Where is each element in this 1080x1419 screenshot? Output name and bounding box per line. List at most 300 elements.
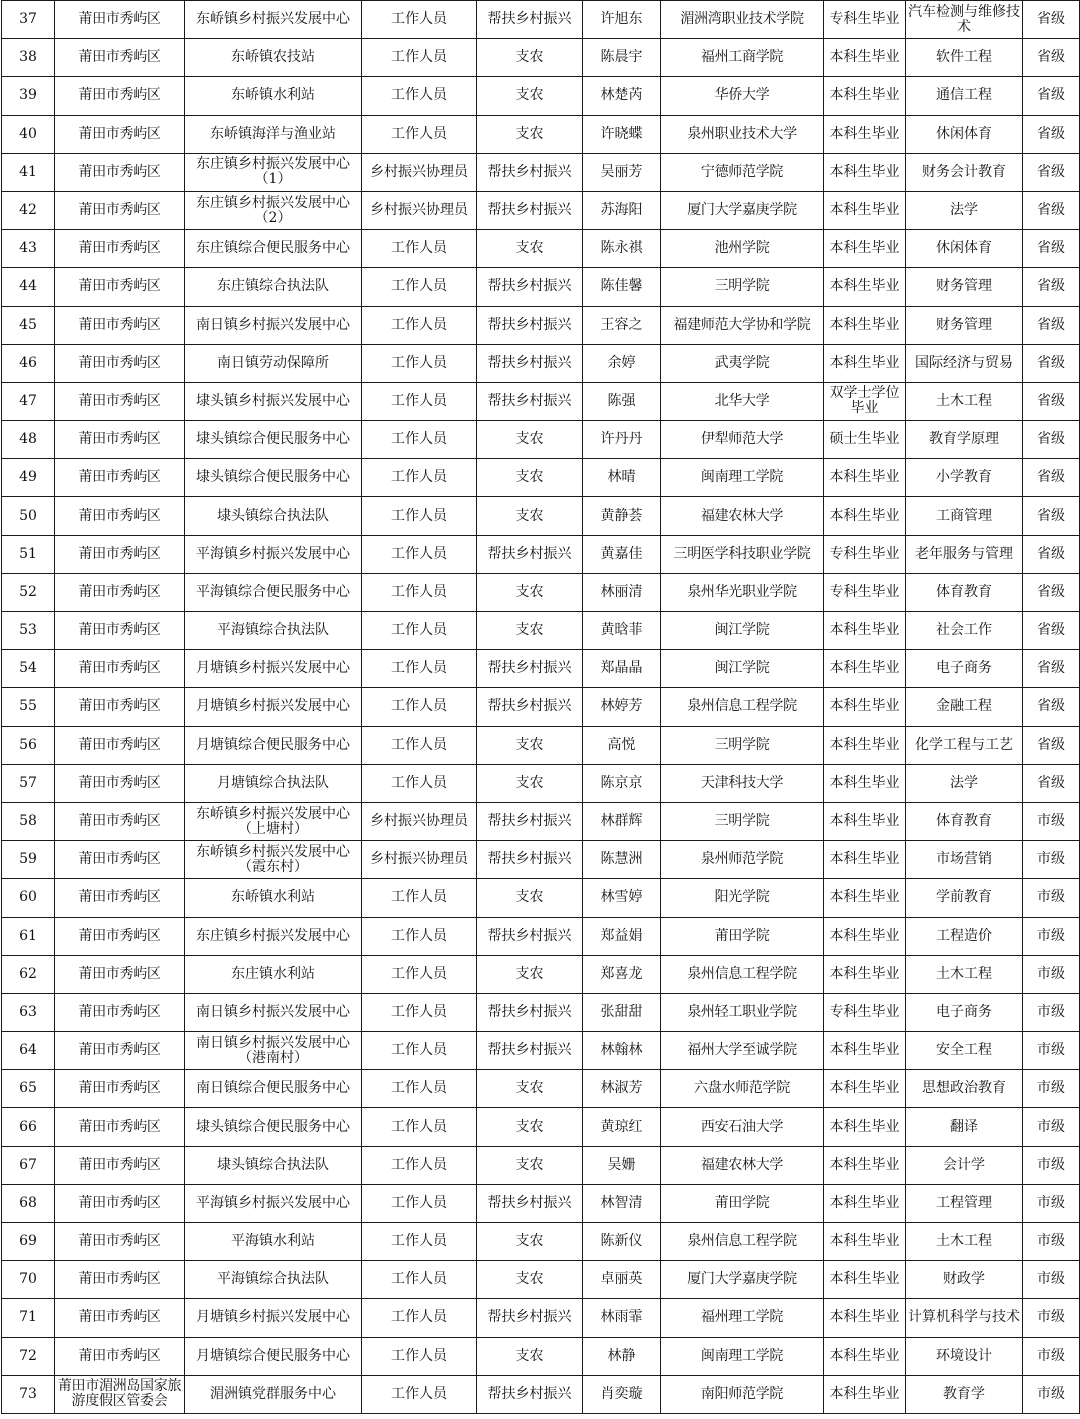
level-cell: 省级 bbox=[1023, 77, 1080, 115]
category-cell: 帮扶乡村振兴 bbox=[477, 993, 583, 1031]
level-cell: 省级 bbox=[1023, 306, 1080, 344]
table-row bbox=[2, 917, 1080, 955]
unit-cell: 月塘镇综合便民服务中心 bbox=[185, 1337, 362, 1375]
name-cell: 黄静荟 bbox=[583, 497, 661, 535]
post-cell: 工作人员 bbox=[362, 1, 477, 39]
major-cell: 金融工程 bbox=[906, 688, 1023, 726]
unit-cell: 南日镇乡村振兴发展中心 bbox=[185, 306, 362, 344]
unit-cell: 埭头镇乡村振兴发展中心 bbox=[185, 382, 362, 420]
name-cell: 张甜甜 bbox=[583, 993, 661, 1031]
school-cell: 厦门大学嘉庚学院 bbox=[661, 1261, 824, 1299]
row-number-cell: 39 bbox=[2, 77, 55, 115]
category-cell: 帮扶乡村振兴 bbox=[477, 688, 583, 726]
area-cell: 莆田市秀屿区 bbox=[55, 1337, 185, 1375]
major-cell: 汽车检测与维修技术 bbox=[906, 1, 1023, 39]
unit-cell: 东峤镇水利站 bbox=[185, 77, 362, 115]
school-cell: 福建农林大学 bbox=[661, 1146, 824, 1184]
category-cell: 帮扶乡村振兴 bbox=[477, 535, 583, 573]
table-row bbox=[2, 306, 1080, 344]
row-number-cell: 54 bbox=[2, 650, 55, 688]
table-row bbox=[2, 421, 1080, 459]
education-cell: 本科生毕业 bbox=[824, 879, 906, 917]
row-number-cell: 70 bbox=[2, 1261, 55, 1299]
row-number-cell: 57 bbox=[2, 764, 55, 802]
school-cell: 福建农林大学 bbox=[661, 497, 824, 535]
category-cell: 支农 bbox=[477, 612, 583, 650]
major-cell: 电子商务 bbox=[906, 993, 1023, 1031]
level-cell: 市级 bbox=[1023, 1108, 1080, 1146]
school-cell: 泉州职业技术大学 bbox=[661, 115, 824, 153]
category-cell: 帮扶乡村振兴 bbox=[477, 268, 583, 306]
unit-cell: 平海镇乡村振兴发展中心 bbox=[185, 1184, 362, 1222]
table-row bbox=[2, 77, 1080, 115]
education-cell: 专科生毕业 bbox=[824, 535, 906, 573]
category-cell: 支农 bbox=[477, 1337, 583, 1375]
school-cell: 莆田学院 bbox=[661, 1184, 824, 1222]
post-cell: 工作人员 bbox=[362, 726, 477, 764]
row-number-cell: 52 bbox=[2, 573, 55, 611]
post-cell: 工作人员 bbox=[362, 993, 477, 1031]
post-cell: 工作人员 bbox=[362, 497, 477, 535]
table-row bbox=[2, 1032, 1080, 1070]
level-cell: 省级 bbox=[1023, 497, 1080, 535]
row-number-cell: 45 bbox=[2, 306, 55, 344]
area-cell: 莆田市秀屿区 bbox=[55, 612, 185, 650]
row-number-cell: 72 bbox=[2, 1337, 55, 1375]
major-cell: 环境设计 bbox=[906, 1337, 1023, 1375]
post-cell: 工作人员 bbox=[362, 1375, 477, 1413]
post-cell: 工作人员 bbox=[362, 535, 477, 573]
category-cell: 支农 bbox=[477, 1223, 583, 1261]
level-cell: 省级 bbox=[1023, 153, 1080, 191]
unit-cell: 东庄镇水利站 bbox=[185, 955, 362, 993]
level-cell: 省级 bbox=[1023, 1, 1080, 39]
post-cell: 工作人员 bbox=[362, 77, 477, 115]
unit-cell: 埭头镇综合便民服务中心 bbox=[185, 459, 362, 497]
table-row bbox=[2, 115, 1080, 153]
major-cell: 会计学 bbox=[906, 1146, 1023, 1184]
name-cell: 陈慧洲 bbox=[583, 841, 661, 879]
unit-cell: 埭头镇综合执法队 bbox=[185, 1146, 362, 1184]
unit-cell: 东庄镇综合执法队 bbox=[185, 268, 362, 306]
unit-cell: 月塘镇乡村振兴发展中心 bbox=[185, 688, 362, 726]
category-cell: 帮扶乡村振兴 bbox=[477, 153, 583, 191]
education-cell: 本科生毕业 bbox=[824, 1032, 906, 1070]
area-cell: 莆田市秀屿区 bbox=[55, 688, 185, 726]
level-cell: 省级 bbox=[1023, 764, 1080, 802]
post-cell: 工作人员 bbox=[362, 115, 477, 153]
area-cell: 莆田市秀屿区 bbox=[55, 764, 185, 802]
school-cell: 天津科技大学 bbox=[661, 764, 824, 802]
row-number-cell: 73 bbox=[2, 1375, 55, 1413]
level-cell: 省级 bbox=[1023, 573, 1080, 611]
name-cell: 肖奕璇 bbox=[583, 1375, 661, 1413]
school-cell: 闽江学院 bbox=[661, 612, 824, 650]
category-cell: 支农 bbox=[477, 573, 583, 611]
school-cell: 厦门大学嘉庚学院 bbox=[661, 191, 824, 229]
category-cell: 支农 bbox=[477, 421, 583, 459]
row-number-cell: 41 bbox=[2, 153, 55, 191]
name-cell: 林智清 bbox=[583, 1184, 661, 1222]
school-cell: 莆田学院 bbox=[661, 917, 824, 955]
row-number-cell: 69 bbox=[2, 1223, 55, 1261]
unit-cell: 平海镇综合便民服务中心 bbox=[185, 573, 362, 611]
name-cell: 吴丽芳 bbox=[583, 153, 661, 191]
table-row bbox=[2, 841, 1080, 879]
education-cell: 本科生毕业 bbox=[824, 1299, 906, 1337]
post-cell: 工作人员 bbox=[362, 1223, 477, 1261]
post-cell: 工作人员 bbox=[362, 459, 477, 497]
unit-cell: 东峤镇农技站 bbox=[185, 39, 362, 77]
education-cell: 本科生毕业 bbox=[824, 459, 906, 497]
major-cell: 电子商务 bbox=[906, 650, 1023, 688]
major-cell: 国际经济与贸易 bbox=[906, 344, 1023, 382]
post-cell: 工作人员 bbox=[362, 612, 477, 650]
table-row bbox=[2, 993, 1080, 1031]
table-row bbox=[2, 1070, 1080, 1108]
area-cell: 莆田市秀屿区 bbox=[55, 497, 185, 535]
category-cell: 帮扶乡村振兴 bbox=[477, 1184, 583, 1222]
education-cell: 本科生毕业 bbox=[824, 497, 906, 535]
school-cell: 泉州华光职业学院 bbox=[661, 573, 824, 611]
category-cell: 帮扶乡村振兴 bbox=[477, 1375, 583, 1413]
school-cell: 福建师范大学协和学院 bbox=[661, 306, 824, 344]
row-number-cell: 40 bbox=[2, 115, 55, 153]
unit-cell: 东庄镇乡村振兴发展中心 bbox=[185, 917, 362, 955]
row-number-cell: 50 bbox=[2, 497, 55, 535]
education-cell: 本科生毕业 bbox=[824, 764, 906, 802]
area-cell: 莆田市秀屿区 bbox=[55, 230, 185, 268]
post-cell: 工作人员 bbox=[362, 382, 477, 420]
level-cell: 市级 bbox=[1023, 802, 1080, 840]
education-cell: 本科生毕业 bbox=[824, 688, 906, 726]
education-cell: 本科生毕业 bbox=[824, 268, 906, 306]
post-cell: 工作人员 bbox=[362, 306, 477, 344]
category-cell: 帮扶乡村振兴 bbox=[477, 1, 583, 39]
name-cell: 王容之 bbox=[583, 306, 661, 344]
unit-cell: 埭头镇综合执法队 bbox=[185, 497, 362, 535]
level-cell: 省级 bbox=[1023, 612, 1080, 650]
name-cell: 林翰林 bbox=[583, 1032, 661, 1070]
category-cell: 帮扶乡村振兴 bbox=[477, 344, 583, 382]
name-cell: 黄晗菲 bbox=[583, 612, 661, 650]
unit-cell: 平海镇水利站 bbox=[185, 1223, 362, 1261]
level-cell: 省级 bbox=[1023, 191, 1080, 229]
table-row bbox=[2, 1337, 1080, 1375]
row-number-cell: 38 bbox=[2, 39, 55, 77]
placement-table bbox=[1, 0, 1080, 1414]
school-cell: 北华大学 bbox=[661, 382, 824, 420]
category-cell: 支农 bbox=[477, 1108, 583, 1146]
education-cell: 双学士学位毕业 bbox=[824, 382, 906, 420]
education-cell: 本科生毕业 bbox=[824, 650, 906, 688]
education-cell: 本科生毕业 bbox=[824, 1108, 906, 1146]
area-cell: 莆田市秀屿区 bbox=[55, 573, 185, 611]
level-cell: 省级 bbox=[1023, 268, 1080, 306]
major-cell: 工商管理 bbox=[906, 497, 1023, 535]
area-cell: 莆田市秀屿区 bbox=[55, 917, 185, 955]
post-cell: 乡村振兴协理员 bbox=[362, 191, 477, 229]
row-number-cell: 55 bbox=[2, 688, 55, 726]
post-cell: 工作人员 bbox=[362, 344, 477, 382]
major-cell: 工程管理 bbox=[906, 1184, 1023, 1222]
post-cell: 工作人员 bbox=[362, 1261, 477, 1299]
major-cell: 休闲体育 bbox=[906, 230, 1023, 268]
unit-cell: 平海镇乡村振兴发展中心 bbox=[185, 535, 362, 573]
name-cell: 林晴 bbox=[583, 459, 661, 497]
unit-cell: 东峤镇乡村振兴发展中心（上塘村） bbox=[185, 802, 362, 840]
education-cell: 本科生毕业 bbox=[824, 230, 906, 268]
table-row bbox=[2, 344, 1080, 382]
area-cell: 莆田市秀屿区 bbox=[55, 993, 185, 1031]
unit-cell: 月塘镇乡村振兴发展中心 bbox=[185, 1299, 362, 1337]
table-row bbox=[2, 879, 1080, 917]
area-cell: 莆田市秀屿区 bbox=[55, 344, 185, 382]
unit-cell: 平海镇综合执法队 bbox=[185, 612, 362, 650]
name-cell: 吴姗 bbox=[583, 1146, 661, 1184]
area-cell: 莆田市秀屿区 bbox=[55, 459, 185, 497]
education-cell: 本科生毕业 bbox=[824, 1375, 906, 1413]
major-cell: 法学 bbox=[906, 191, 1023, 229]
post-cell: 工作人员 bbox=[362, 1032, 477, 1070]
school-cell: 南阳师范学院 bbox=[661, 1375, 824, 1413]
unit-cell: 南日镇劳动保障所 bbox=[185, 344, 362, 382]
post-cell: 工作人员 bbox=[362, 39, 477, 77]
level-cell: 市级 bbox=[1023, 993, 1080, 1031]
school-cell: 泉州轻工职业学院 bbox=[661, 993, 824, 1031]
school-cell: 泉州信息工程学院 bbox=[661, 1223, 824, 1261]
table-row bbox=[2, 726, 1080, 764]
post-cell: 工作人员 bbox=[362, 764, 477, 802]
row-number-cell: 62 bbox=[2, 955, 55, 993]
level-cell: 市级 bbox=[1023, 1146, 1080, 1184]
major-cell: 思想政治教育 bbox=[906, 1070, 1023, 1108]
table-row bbox=[2, 39, 1080, 77]
table-row bbox=[2, 1261, 1080, 1299]
table-row bbox=[2, 268, 1080, 306]
school-cell: 闽南理工学院 bbox=[661, 1337, 824, 1375]
post-cell: 乡村振兴协理员 bbox=[362, 841, 477, 879]
category-cell: 支农 bbox=[477, 497, 583, 535]
level-cell: 省级 bbox=[1023, 39, 1080, 77]
level-cell: 市级 bbox=[1023, 1032, 1080, 1070]
name-cell: 陈新仪 bbox=[583, 1223, 661, 1261]
table-row bbox=[2, 1146, 1080, 1184]
post-cell: 工作人员 bbox=[362, 268, 477, 306]
area-cell: 莆田市秀屿区 bbox=[55, 268, 185, 306]
category-cell: 支农 bbox=[477, 1146, 583, 1184]
level-cell: 市级 bbox=[1023, 1070, 1080, 1108]
area-cell: 莆田市秀屿区 bbox=[55, 841, 185, 879]
area-cell: 莆田市秀屿区 bbox=[55, 1, 185, 39]
area-cell: 莆田市秀屿区 bbox=[55, 1146, 185, 1184]
education-cell: 本科生毕业 bbox=[824, 1261, 906, 1299]
table-row bbox=[2, 191, 1080, 229]
level-cell: 市级 bbox=[1023, 841, 1080, 879]
name-cell: 林雨霏 bbox=[583, 1299, 661, 1337]
category-cell: 支农 bbox=[477, 459, 583, 497]
unit-cell: 南日镇综合便民服务中心 bbox=[185, 1070, 362, 1108]
school-cell: 伊犁师范大学 bbox=[661, 421, 824, 459]
level-cell: 市级 bbox=[1023, 879, 1080, 917]
table-row bbox=[2, 1, 1080, 39]
education-cell: 专科生毕业 bbox=[824, 1, 906, 39]
school-cell: 福州大学至诚学院 bbox=[661, 1032, 824, 1070]
school-cell: 武夷学院 bbox=[661, 344, 824, 382]
major-cell: 学前教育 bbox=[906, 879, 1023, 917]
area-cell: 莆田市秀屿区 bbox=[55, 191, 185, 229]
category-cell: 支农 bbox=[477, 955, 583, 993]
area-cell: 莆田市秀屿区 bbox=[55, 955, 185, 993]
education-cell: 专科生毕业 bbox=[824, 993, 906, 1031]
area-cell: 莆田市秀屿区 bbox=[55, 1223, 185, 1261]
name-cell: 陈晨宇 bbox=[583, 39, 661, 77]
education-cell: 本科生毕业 bbox=[824, 39, 906, 77]
row-number-cell: 37 bbox=[2, 1, 55, 39]
education-cell: 本科生毕业 bbox=[824, 344, 906, 382]
category-cell: 支农 bbox=[477, 879, 583, 917]
name-cell: 林雪婷 bbox=[583, 879, 661, 917]
row-number-cell: 60 bbox=[2, 879, 55, 917]
school-cell: 福州工商学院 bbox=[661, 39, 824, 77]
name-cell: 苏海阳 bbox=[583, 191, 661, 229]
category-cell: 帮扶乡村振兴 bbox=[477, 1299, 583, 1337]
area-cell: 莆田市秀屿区 bbox=[55, 382, 185, 420]
major-cell: 市场营销 bbox=[906, 841, 1023, 879]
education-cell: 本科生毕业 bbox=[824, 306, 906, 344]
unit-cell: 湄洲镇党群服务中心 bbox=[185, 1375, 362, 1413]
education-cell: 本科生毕业 bbox=[824, 1184, 906, 1222]
unit-cell: 平海镇综合执法队 bbox=[185, 1261, 362, 1299]
post-cell: 乡村振兴协理员 bbox=[362, 802, 477, 840]
table-row bbox=[2, 1223, 1080, 1261]
major-cell: 土木工程 bbox=[906, 382, 1023, 420]
level-cell: 市级 bbox=[1023, 917, 1080, 955]
category-cell: 支农 bbox=[477, 726, 583, 764]
name-cell: 许旭东 bbox=[583, 1, 661, 39]
area-cell: 莆田市秀屿区 bbox=[55, 1070, 185, 1108]
name-cell: 许晓蝶 bbox=[583, 115, 661, 153]
category-cell: 帮扶乡村振兴 bbox=[477, 802, 583, 840]
post-cell: 工作人员 bbox=[362, 421, 477, 459]
table-row bbox=[2, 153, 1080, 191]
level-cell: 省级 bbox=[1023, 535, 1080, 573]
table-row bbox=[2, 1375, 1080, 1413]
name-cell: 林群辉 bbox=[583, 802, 661, 840]
name-cell: 林婷芳 bbox=[583, 688, 661, 726]
school-cell: 六盘水师范学院 bbox=[661, 1070, 824, 1108]
level-cell: 市级 bbox=[1023, 1337, 1080, 1375]
level-cell: 省级 bbox=[1023, 726, 1080, 764]
category-cell: 帮扶乡村振兴 bbox=[477, 1032, 583, 1070]
table-row bbox=[2, 230, 1080, 268]
row-number-cell: 68 bbox=[2, 1184, 55, 1222]
education-cell: 本科生毕业 bbox=[824, 955, 906, 993]
level-cell: 市级 bbox=[1023, 955, 1080, 993]
unit-cell: 东峤镇乡村振兴发展中心（霞东村） bbox=[185, 841, 362, 879]
category-cell: 帮扶乡村振兴 bbox=[477, 382, 583, 420]
post-cell: 工作人员 bbox=[362, 1299, 477, 1337]
area-cell: 莆田市湄洲岛国家旅游度假区管委会 bbox=[55, 1375, 185, 1413]
category-cell: 帮扶乡村振兴 bbox=[477, 306, 583, 344]
education-cell: 本科生毕业 bbox=[824, 1223, 906, 1261]
area-cell: 莆田市秀屿区 bbox=[55, 1261, 185, 1299]
area-cell: 莆田市秀屿区 bbox=[55, 153, 185, 191]
education-cell: 本科生毕业 bbox=[824, 191, 906, 229]
education-cell: 本科生毕业 bbox=[824, 802, 906, 840]
school-cell: 池州学院 bbox=[661, 230, 824, 268]
row-number-cell: 61 bbox=[2, 917, 55, 955]
major-cell: 体育教育 bbox=[906, 802, 1023, 840]
post-cell: 乡村振兴协理员 bbox=[362, 153, 477, 191]
level-cell: 市级 bbox=[1023, 1375, 1080, 1413]
name-cell: 郑晶晶 bbox=[583, 650, 661, 688]
row-number-cell: 48 bbox=[2, 421, 55, 459]
major-cell: 体育教育 bbox=[906, 573, 1023, 611]
unit-cell: 月塘镇乡村振兴发展中心 bbox=[185, 650, 362, 688]
education-cell: 本科生毕业 bbox=[824, 153, 906, 191]
post-cell: 工作人员 bbox=[362, 650, 477, 688]
row-number-cell: 64 bbox=[2, 1032, 55, 1070]
school-cell: 闽江学院 bbox=[661, 650, 824, 688]
category-cell: 支农 bbox=[477, 1261, 583, 1299]
name-cell: 黄琼红 bbox=[583, 1108, 661, 1146]
major-cell: 小学教育 bbox=[906, 459, 1023, 497]
school-cell: 闽南理工学院 bbox=[661, 459, 824, 497]
row-number-cell: 51 bbox=[2, 535, 55, 573]
area-cell: 莆田市秀屿区 bbox=[55, 726, 185, 764]
major-cell: 化学工程与工艺 bbox=[906, 726, 1023, 764]
unit-cell: 南日镇乡村振兴发展中心（港南村） bbox=[185, 1032, 362, 1070]
table-row bbox=[2, 573, 1080, 611]
education-cell: 本科生毕业 bbox=[824, 1146, 906, 1184]
unit-cell: 东峤镇水利站 bbox=[185, 879, 362, 917]
education-cell: 本科生毕业 bbox=[824, 115, 906, 153]
level-cell: 市级 bbox=[1023, 1261, 1080, 1299]
category-cell: 支农 bbox=[477, 1070, 583, 1108]
school-cell: 西安石油大学 bbox=[661, 1108, 824, 1146]
unit-cell: 月塘镇综合便民服务中心 bbox=[185, 726, 362, 764]
level-cell: 省级 bbox=[1023, 230, 1080, 268]
unit-cell: 埭头镇综合便民服务中心 bbox=[185, 421, 362, 459]
table-row bbox=[2, 459, 1080, 497]
level-cell: 省级 bbox=[1023, 650, 1080, 688]
post-cell: 工作人员 bbox=[362, 1070, 477, 1108]
row-number-cell: 42 bbox=[2, 191, 55, 229]
major-cell: 通信工程 bbox=[906, 77, 1023, 115]
area-cell: 莆田市秀屿区 bbox=[55, 879, 185, 917]
school-cell: 福州理工学院 bbox=[661, 1299, 824, 1337]
name-cell: 余婷 bbox=[583, 344, 661, 382]
major-cell: 休闲体育 bbox=[906, 115, 1023, 153]
row-number-cell: 67 bbox=[2, 1146, 55, 1184]
area-cell: 莆田市秀屿区 bbox=[55, 306, 185, 344]
major-cell: 翻译 bbox=[906, 1108, 1023, 1146]
area-cell: 莆田市秀屿区 bbox=[55, 77, 185, 115]
unit-cell: 南日镇乡村振兴发展中心 bbox=[185, 993, 362, 1031]
category-cell: 支农 bbox=[477, 39, 583, 77]
row-number-cell: 58 bbox=[2, 802, 55, 840]
area-cell: 莆田市秀屿区 bbox=[55, 1299, 185, 1337]
education-cell: 专科生毕业 bbox=[824, 573, 906, 611]
education-cell: 本科生毕业 bbox=[824, 1337, 906, 1375]
table-row bbox=[2, 650, 1080, 688]
major-cell: 老年服务与管理 bbox=[906, 535, 1023, 573]
category-cell: 支农 bbox=[477, 764, 583, 802]
row-number-cell: 53 bbox=[2, 612, 55, 650]
level-cell: 省级 bbox=[1023, 344, 1080, 382]
row-number-cell: 63 bbox=[2, 993, 55, 1031]
